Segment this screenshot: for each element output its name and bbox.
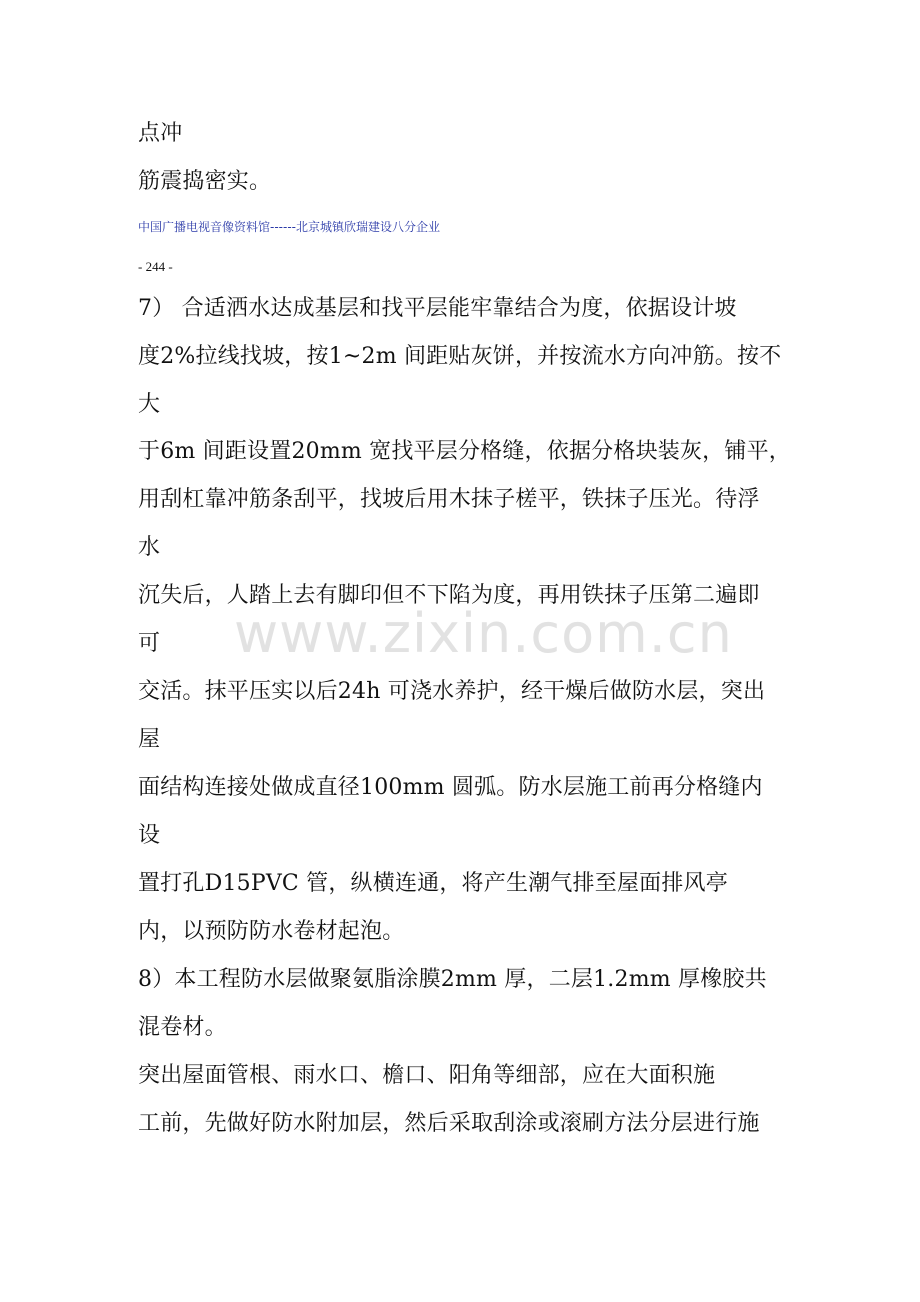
body-line-19: 突出屋面管根、雨水口、檐口、阳角等细部，应在大面积施 <box>138 1063 716 1088</box>
header-link[interactable]: 中国广播电视音像资料馆------北京城镇欣瑞建设八分企业 <box>138 220 440 234</box>
page-number: - 244 - <box>138 259 173 274</box>
body-line-3: 7） 合适洒水达成基层和找平层能牢靠结合为度，依据设计坡 <box>138 296 737 321</box>
body-line-5: 大 <box>138 392 161 417</box>
body-line-4: 度2%拉线找坡，按1~2m 间距贴灰饼，并按流水方向冲筋。按不 <box>138 344 782 369</box>
body-line-12: 屋 <box>138 727 161 752</box>
body-line-8: 水 <box>138 535 161 560</box>
body-line-20: 工前，先做好防水附加层，然后采取刮涂或滚刷方法分层进行施 <box>138 1111 760 1136</box>
body-line-10: 可 <box>138 631 161 656</box>
body-line-11: 交活。抹平压实以后24h 可浇水养护，经干燥后做防水层，突出 <box>138 679 766 704</box>
body-line-13: 面结构连接处做成直径100mm 圆弧。防水层施工前再分格缝内 <box>138 775 763 800</box>
body-line-7: 用刮杠靠冲筋条刮平，找坡后用木抹子槎平，铁抹子压光。待浮 <box>138 487 760 512</box>
watermark: www.zixin.com.cn <box>234 602 733 665</box>
body-line-2: 筋震捣密实。 <box>138 169 272 194</box>
body-line-9: 沉失后，人踏上去有脚印但不下陷为度，再用铁抹子压第二遍即 <box>138 583 760 608</box>
body-line-17: 8）本工程防水层做聚氨脂涂膜2mm 厚，二层1.2mm 厚橡胶共 <box>138 967 767 992</box>
body-line-16: 内，以预防防水卷材起泡。 <box>138 919 405 944</box>
body-line-18: 混卷材。 <box>138 1015 227 1040</box>
body-line-15: 置打孔D15PVC 管，纵横连通，将产生潮气排至屋面排风亭 <box>138 871 728 896</box>
body-line-14: 设 <box>138 823 161 848</box>
body-line-1: 点冲 <box>138 121 183 146</box>
body-line-6: 于6m 间距设置20mm 宽找平层分格缝，依据分格块装灰，铺平， <box>138 439 791 464</box>
